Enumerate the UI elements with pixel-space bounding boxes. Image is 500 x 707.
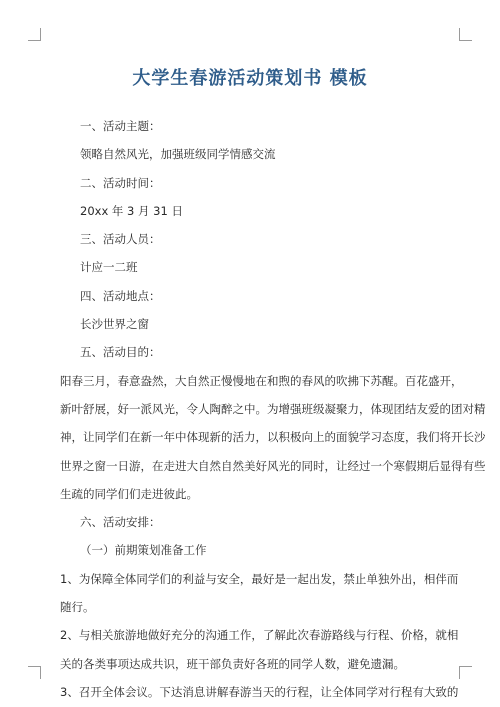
crop-mark-top-left [28, 28, 41, 41]
document-title: 大学生春游活动策划书 模板 [132, 68, 368, 89]
purpose-line-5: 生疏的同学们们走进彼此。 [60, 486, 198, 501]
item1-line-2: 随行。 [60, 600, 95, 615]
crop-mark-bottom-right [459, 666, 472, 679]
section-heading-location: 四、活动地点： [80, 288, 161, 303]
crop-mark-top-right [459, 28, 472, 41]
section-heading-participants: 三、活动人员： [80, 232, 161, 247]
time-text: 20xx 年 3 月 31 日 [80, 203, 183, 218]
section-heading-schedule: 六、活动安排： [80, 515, 161, 530]
location-text: 长沙世界之窗 [80, 317, 149, 332]
document-body [60, 112, 486, 706]
purpose-line-4: 世界之窗一日游，在走进大自然自然美好风光的同时，让经过一个寒假期后显得有些 [60, 458, 486, 473]
subsection-preparation: （一）前期策划准备工作 [80, 543, 207, 558]
section-heading-purpose: 五、活动目的： [80, 345, 161, 360]
purpose-line-2: 新叶舒展，好一派风光，令人陶醉之中。为增强班级凝聚力，体现团结友爱的团对精 [60, 401, 486, 416]
item3-line-1: 3、召开全体会议。下达消息讲解春游当天的行程，让全体同学对行程有大致的 [60, 684, 459, 699]
theme-text: 领略自然风光，加强班级同学情感交流 [80, 147, 276, 162]
participants-text: 计应一二班 [80, 260, 138, 275]
item2-line-1: 2、与相关旅游地做好充分的沟通工作，了解此次春游路线与行程、价格，就相 [60, 628, 459, 643]
item1-line-1: 1、为保障全体同学们的利益与安全，最好是一起出发，禁止单独外出，相伴而 [60, 571, 459, 586]
item2-line-2: 关的各类事项达成共识，班干部负责好各班的同学人数，避免遗漏。 [60, 656, 405, 671]
section-heading-time: 二、活动时间： [80, 175, 161, 190]
purpose-line-1: 阳春三月，春意盎然，大自然正慢慢地在和煦的春风的吹拂下苏醒。百花盛开， [60, 373, 463, 388]
crop-mark-bottom-left [28, 666, 41, 679]
purpose-line-3: 神，让同学们在新一年中体现新的活力，以积极向上的面貌学习态度，我们将开长沙 [60, 430, 486, 445]
section-heading-theme: 一、活动主题： [80, 119, 161, 133]
